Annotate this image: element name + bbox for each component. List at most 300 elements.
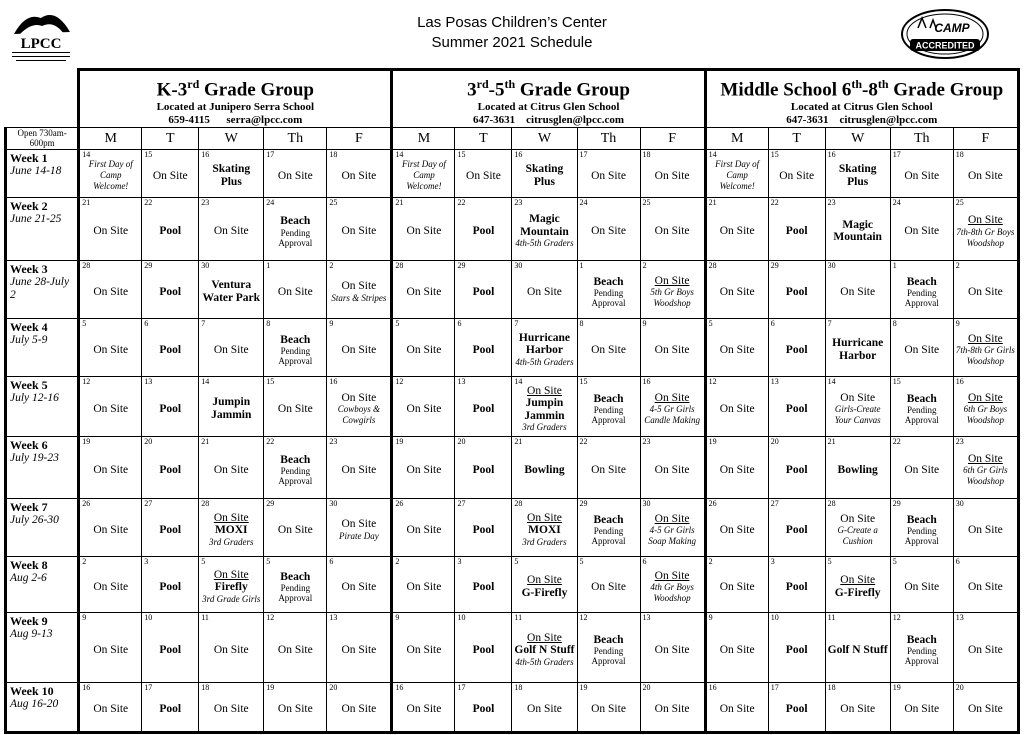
day-cell [890,557,953,613]
activity-line: On Site [719,343,755,356]
date-number: 11 [201,613,209,623]
activity [199,150,263,197]
day-cell [512,261,577,319]
activity [455,557,511,612]
day-cell [142,319,199,377]
day-cell [455,613,512,683]
activity-line: On Site [654,169,690,182]
day-cell [512,198,577,261]
date-number: 21 [514,437,523,447]
date-number: 22 [457,198,466,208]
activity-line: On Site [213,463,249,476]
date-number: 17 [770,683,779,693]
activity-line: On Site [406,523,442,536]
date-number: 25 [955,198,964,208]
activity [455,377,511,436]
activity-line: On Site [527,511,562,524]
activity-line: On Site [213,703,249,716]
day-cell [640,377,705,437]
date-number: 9 [708,613,713,623]
activity [142,319,198,376]
activity-line: Pending Approval [591,405,626,426]
day-cell [142,261,199,319]
day-cell [640,319,705,377]
day-cell [199,683,264,733]
activity [455,150,511,197]
date-number: 16 [329,377,338,387]
day-cell [142,499,199,557]
activity [769,499,825,556]
activity-line: On Site [654,703,690,716]
week-row [6,613,1019,683]
date-number: 20 [955,683,964,693]
day-cell [327,613,392,683]
date-number: 26 [708,499,717,509]
date-number: 16 [201,150,210,160]
group-header-row [6,70,1019,128]
week-dates: June 14-18 [10,165,62,178]
date-number: 17 [579,150,588,160]
week-row [6,683,1019,733]
activity [891,499,953,556]
date-number: 19 [82,437,91,447]
day-cell [264,377,327,437]
activity [707,377,768,436]
date-number: 1 [579,261,584,271]
date-number: 14 [827,377,836,387]
date-number: 14 [514,377,523,387]
activity-line: On Site [967,285,1003,298]
activity-line: On Site [341,463,377,476]
date-number: 1 [266,261,271,271]
week-label [6,557,79,613]
activity-line: On Site [406,343,442,356]
date-number: 9 [955,319,960,329]
date-number: 15 [892,377,901,387]
activity [578,613,640,682]
activity [264,319,326,376]
day-cell [264,683,327,733]
day-cell [953,437,1018,499]
activity-line: Pool [472,580,495,593]
activity-line: On Site [93,580,129,593]
day-header: Th [264,128,327,150]
day-cell [142,683,199,733]
activity-line: Pirate Day [339,530,379,541]
date-number: 12 [579,613,588,623]
activity [199,319,263,376]
day-cell [705,261,768,319]
activity [826,683,890,731]
activity-line: On Site [591,225,626,238]
activity-line: On Site [93,285,129,298]
day-cell [825,557,890,613]
activity [512,683,576,731]
date-number: 23 [955,437,964,447]
week-label [6,437,79,499]
activity-line: On Site [341,518,377,531]
activity [327,683,390,731]
date-number: 20 [457,437,466,447]
activity [455,683,511,731]
day-cell [79,557,142,613]
activity [891,198,953,260]
date-number: 13 [457,377,466,387]
activity [769,683,825,731]
activity [393,557,454,612]
week-row [6,319,1019,377]
day-cell [953,557,1018,613]
day-cell [890,683,953,733]
activity-line: On Site [213,225,249,238]
day-cell [327,683,392,733]
date-number: 17 [144,683,153,693]
date-number: 6 [457,319,462,329]
activity [578,150,640,197]
activity-line: Magic Mountain [520,213,569,238]
activity-line: Pool [785,225,808,238]
date-number: 28 [514,499,523,509]
activity [578,261,640,318]
activity-line: Pool [472,703,495,716]
activity [80,150,141,197]
activity-line: Jumpin Jammin [211,396,252,421]
activity [199,557,263,612]
activity-line: On Site [527,574,562,587]
activity [826,499,890,556]
date-number: 3 [144,557,149,567]
day-cell [455,437,512,499]
activity-line: Pending Approval [904,288,939,309]
day-cell [577,319,640,377]
activity-line: Beach [593,392,624,405]
date-number: 8 [892,319,897,329]
day-cell [705,613,768,683]
day-cell [79,499,142,557]
day-cell [768,261,825,319]
activity [891,261,953,318]
date-number: 19 [395,437,404,447]
activity-line: On Site [527,703,562,716]
day-cell [705,437,768,499]
day-cell [640,198,705,261]
day-cell [512,437,577,499]
activity [142,261,198,318]
day-cell [199,319,264,377]
activity-line: On Site [527,631,562,644]
activity-line: On Site [341,343,377,356]
date-number: 8 [579,319,584,329]
day-cell [705,377,768,437]
activity [264,613,326,682]
activity [769,198,825,260]
day-header-row [6,128,1019,150]
activity [707,683,768,731]
day-cell [392,150,455,198]
activity-line: Beach [906,275,937,288]
activity-line: Pool [159,463,182,476]
date-number: 16 [395,683,404,693]
activity [264,557,326,612]
day-cell [640,261,705,319]
date-number: 13 [144,377,153,387]
date-number: 9 [329,319,334,329]
activity-line: On Site [654,274,690,287]
activity [80,613,141,682]
day-cell [512,557,577,613]
activity [142,613,198,682]
activity [327,377,390,436]
date-number: 1 [892,261,897,271]
day-cell [825,198,890,261]
activity-line: First Day of Camp Welcome! [715,159,760,192]
date-number: 24 [266,198,275,208]
date-number: 29 [770,261,779,271]
date-number: 5 [82,319,87,329]
date-number: 6 [955,557,960,567]
date-number: 15 [457,150,466,160]
week-name: Week 8 [10,558,48,573]
week-row [6,377,1019,437]
week-label [6,198,79,261]
date-number: 22 [579,437,588,447]
activity-line: Golf N Stuff [514,644,575,657]
svg-text:CAMP: CAMP [934,21,970,35]
activity-line: Pending Approval [591,526,626,547]
activity [455,437,511,498]
date-number: 29 [579,499,588,509]
date-number: 10 [770,613,779,623]
activity-line: On Site [654,225,690,238]
activity [512,377,576,436]
accredited-seal-text: ACCREDITED [915,40,975,51]
activity [393,319,454,376]
week-name: Week 10 [10,684,54,699]
day-cell [577,613,640,683]
activity-line: Pending Approval [904,405,939,426]
week-name: Week 2 [10,199,48,214]
date-number: 6 [329,557,334,567]
date-number: 20 [770,437,779,447]
activity-line: Pool [785,580,808,593]
activity-line: On Site [277,523,313,536]
activity-line: Jumpin Jammin [524,397,565,422]
activity-line: On Site [341,225,377,238]
date-number: 21 [82,198,91,208]
activity-line: Pending Approval [278,346,313,367]
activity [80,377,141,436]
activity [393,437,454,498]
activity-line: On Site [967,391,1003,404]
activity-line: On Site [904,703,940,716]
date-number: 28 [201,499,210,509]
activity [142,683,198,731]
date-number: 29 [266,499,275,509]
day-cell [512,150,577,198]
activity [707,613,768,682]
activity-line: On Site [93,343,129,356]
activity-line: On Site [341,580,377,593]
activity-line: On Site [93,523,129,536]
date-number: 30 [827,261,836,271]
activity-line: On Site [654,643,690,656]
activity [641,683,704,731]
group-name: 3rd-5th Grade Group [467,77,630,101]
day-cell [953,150,1018,198]
activity [954,319,1017,376]
activity [641,613,704,682]
date-number: 15 [266,377,275,387]
activity-line: On Site [406,703,442,716]
date-number: 13 [329,613,338,623]
activity-line: Beach [906,513,937,526]
activity [264,683,326,731]
date-number: 28 [708,261,717,271]
week-row [6,150,1019,198]
lpcc-logo-text: LPCC [20,36,62,52]
week-name: Week 1 [10,151,48,166]
day-cell [953,499,1018,557]
day-header: Th [577,128,640,150]
date-number: 2 [82,557,87,567]
day-cell [825,377,890,437]
activity [578,377,640,436]
activity-line: On Site [654,569,690,582]
date-number: 28 [82,261,91,271]
day-cell [577,557,640,613]
activity-line: Beach [280,453,311,466]
activity-line: On Site [213,643,249,656]
activity-line: Pool [159,643,182,656]
activity-line: Bowling [524,463,565,476]
activity [891,683,953,731]
day-cell [825,613,890,683]
activity-line: Beach [593,633,624,646]
date-number: 9 [395,613,400,623]
activity [826,377,890,436]
activity [455,198,511,260]
activity-line: On Site [341,169,377,182]
day-cell [392,499,455,557]
week-dates: Aug 2-6 [10,572,47,585]
activity-line: Pool [159,343,182,356]
activity [393,499,454,556]
activity [641,150,704,197]
date-number: 18 [955,150,964,160]
day-cell [953,198,1018,261]
activity [826,198,890,260]
date-number: 29 [457,261,466,271]
day-cell [392,683,455,733]
activity-line: On Site [213,343,249,356]
activity [512,198,576,260]
day-cell [768,683,825,733]
activity-line: Golf N Stuff [827,643,888,656]
activity-line: On Site [654,343,690,356]
open-hours: Open 730am-600pm [6,128,79,150]
activity [954,557,1017,612]
day-cell [890,319,953,377]
activity [769,261,825,318]
activity [641,377,704,436]
date-number: 30 [642,499,651,509]
group-location: Located at Junipero Serra School [156,101,315,114]
document-title: Las Posas Children’s Center [417,14,607,31]
activity-line: 4th Gr Boys Woodshop [650,582,694,604]
activity [641,198,704,260]
activity-line: On Site [967,580,1003,593]
week-dates: Aug 16-20 [10,698,59,711]
day-cell [640,557,705,613]
date-number: 11 [514,613,523,623]
activity-line: Cowboys & Cowgirls [337,404,381,426]
date-number: 30 [329,499,338,509]
day-cell [640,613,705,683]
activity-line: Pool [785,703,808,716]
activity-line: On Site [591,169,626,182]
day-cell [79,261,142,319]
day-cell [705,319,768,377]
day-cell [392,198,455,261]
activity [327,499,390,556]
date-number: 20 [144,437,153,447]
activity-line: 4th-5th Graders [515,656,574,667]
activity-line: On Site [277,402,313,415]
group-contact: 647-3631 citrusglen@lpcc.com [786,114,938,127]
week-row [6,437,1019,499]
activity [954,437,1017,498]
activity [512,319,576,376]
day-cell [199,613,264,683]
activity [199,198,263,260]
activity-line: On Site [904,580,940,593]
date-number: 7 [827,319,832,329]
day-cell [577,198,640,261]
date-number: 16 [514,150,523,160]
activity-line: On Site [904,463,940,476]
activity-line: On Site [967,643,1003,656]
date-number: 5 [708,319,713,329]
day-cell [264,319,327,377]
activity-line: On Site [904,343,940,356]
activity-line: On Site [213,511,249,524]
activity [142,150,198,197]
date-number: 26 [82,499,91,509]
day-cell [327,557,392,613]
day-cell [512,377,577,437]
week-row [6,557,1019,613]
activity-line: 4-5 Gr Girls Candle Making [644,404,700,426]
activity-line: On Site [152,169,188,182]
day-cell [825,683,890,733]
week-name: Week 9 [10,614,48,629]
date-number: 10 [144,613,153,623]
activity [578,557,640,612]
date-number: 18 [329,150,338,160]
activity-line: Pool [159,703,182,716]
day-header: M [392,128,455,150]
activity [826,557,890,612]
activity-line: G-Firefly [521,586,568,599]
date-number: 21 [708,198,717,208]
date-number: 14 [82,150,91,160]
activity-line: On Site [406,285,442,298]
activity [512,150,576,197]
date-number: 13 [642,613,651,623]
activity [769,613,825,682]
day-header: W [199,128,264,150]
activity-line: On Site [591,343,626,356]
